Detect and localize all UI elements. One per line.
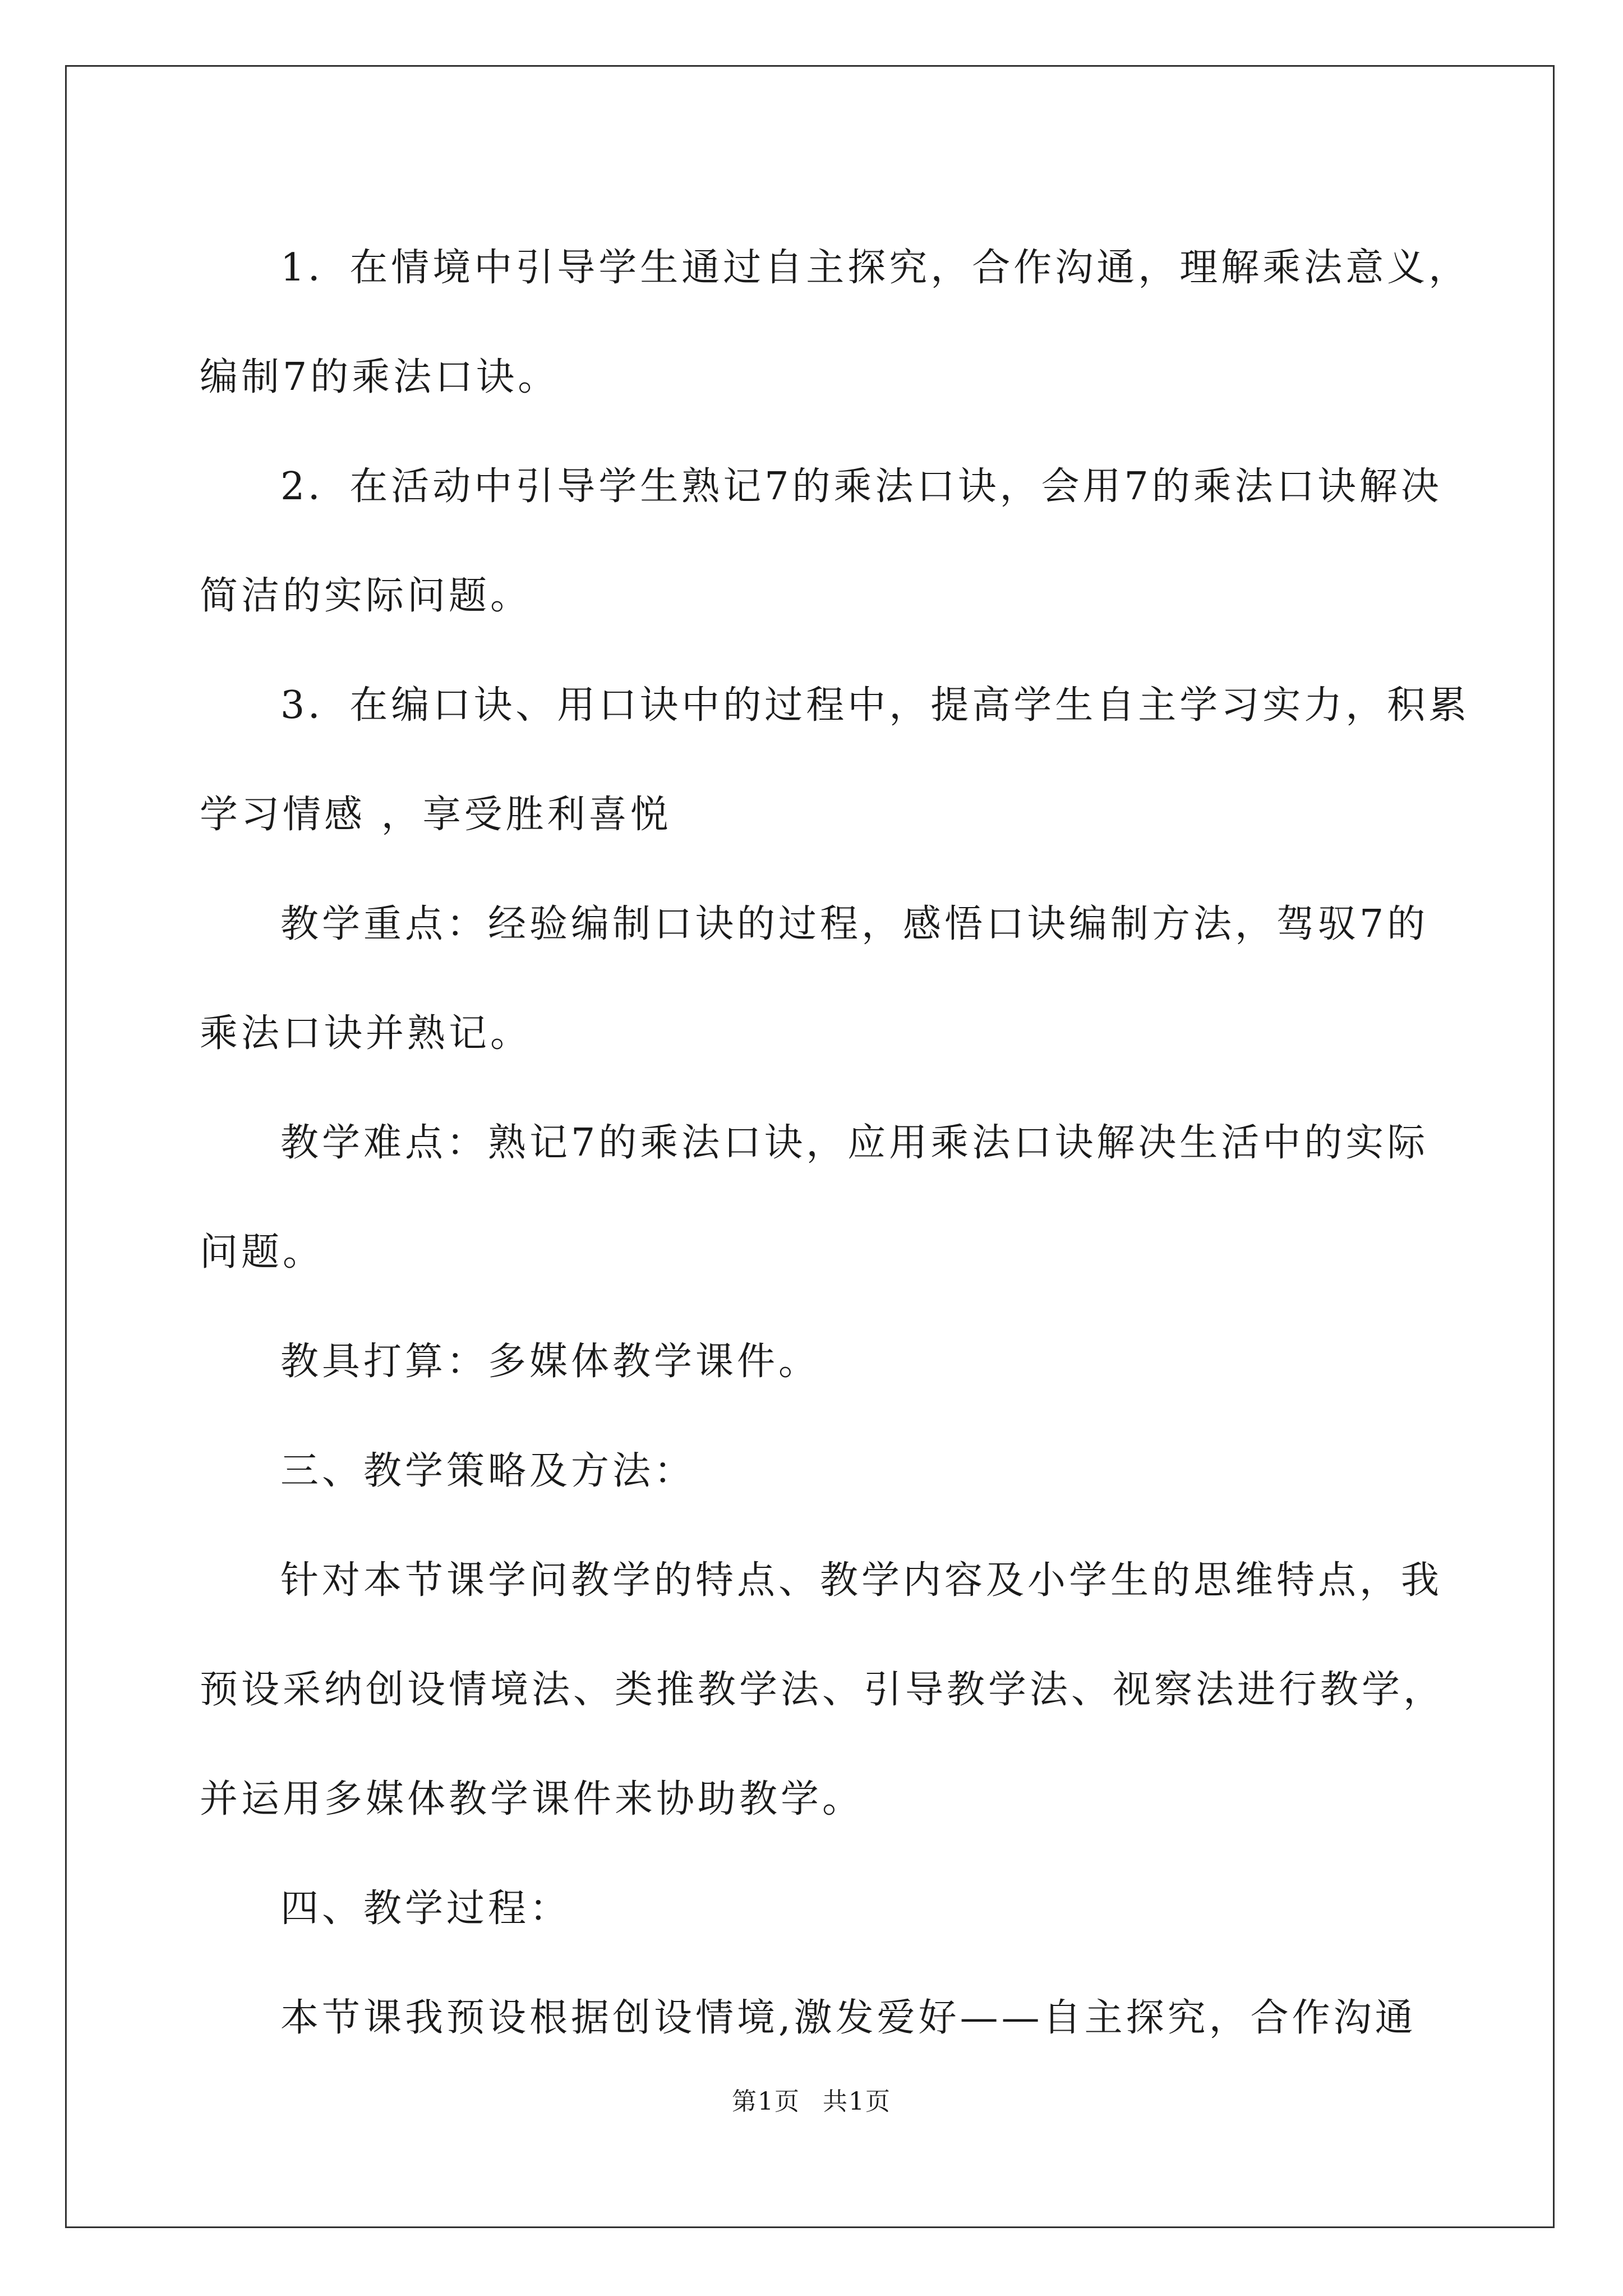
text-line: 2．在活动中引导学生熟记7的乘法口诀，会用7的乘法口诀解决 <box>280 464 1442 509</box>
paragraph <box>200 869 1429 1088</box>
section-heading <box>200 1416 1429 1526</box>
text-line: 3．在编口诀、用口诀中的过程中，提高学生自主学习实力，积累 <box>280 683 1470 728</box>
paragraph <box>200 1307 1429 1416</box>
text-line: 教学重点：经验编制口诀的过程，感悟口诀编制方法，驾驭7的 <box>280 902 1429 946</box>
document-body <box>200 213 1470 2073</box>
text-line: 乘法口诀并熟记。 <box>200 1011 532 1056</box>
text-line: 四、教学过程： <box>280 1887 571 1931</box>
paragraph <box>200 432 1442 651</box>
text-line: 本节课我预设根据创设情境,激发爱好——自主探究，合作沟通 <box>280 1996 1417 2040</box>
paragraph <box>200 1088 1429 1307</box>
text-line: 教具打算：多媒体教学课件。 <box>280 1340 820 1384</box>
text-line: 三、教学策略及方法： <box>280 1449 696 1493</box>
paragraph <box>200 1963 1429 2073</box>
paragraph <box>200 1526 1445 1854</box>
text-line: 预设采纳创设情境法、类推教学法、引导教学法、视察法进行教学， <box>200 1668 1445 1712</box>
page-footer <box>0 2081 1623 2117</box>
page-number: 第1页 <box>732 2087 800 2116</box>
text-line: 编制7的乘法口诀。 <box>200 355 560 399</box>
text-line: 学习情感 ，享受胜利喜悦 <box>200 793 672 837</box>
text-line: 问题。 <box>200 1230 325 1274</box>
section-heading <box>200 1854 1429 1963</box>
paragraph <box>200 651 1470 869</box>
text-line: 简洁的实际问题。 <box>200 574 532 618</box>
page-total: 共1页 <box>823 2087 891 2116</box>
text-line: 教学难点：熟记7的乘法口诀，应用乘法口诀解决生活中的实际 <box>280 1121 1429 1165</box>
text-line: 并运用多媒体教学课件来协助教学。 <box>200 1777 864 1821</box>
paragraph <box>200 213 1470 432</box>
text-line: 1．在情境中引导学生通过自主探究，合作沟通，理解乘法意义， <box>280 246 1470 290</box>
text-line: 针对本节课学问教学的特点、教学内容及小学生的思维特点，我 <box>280 1558 1443 1603</box>
